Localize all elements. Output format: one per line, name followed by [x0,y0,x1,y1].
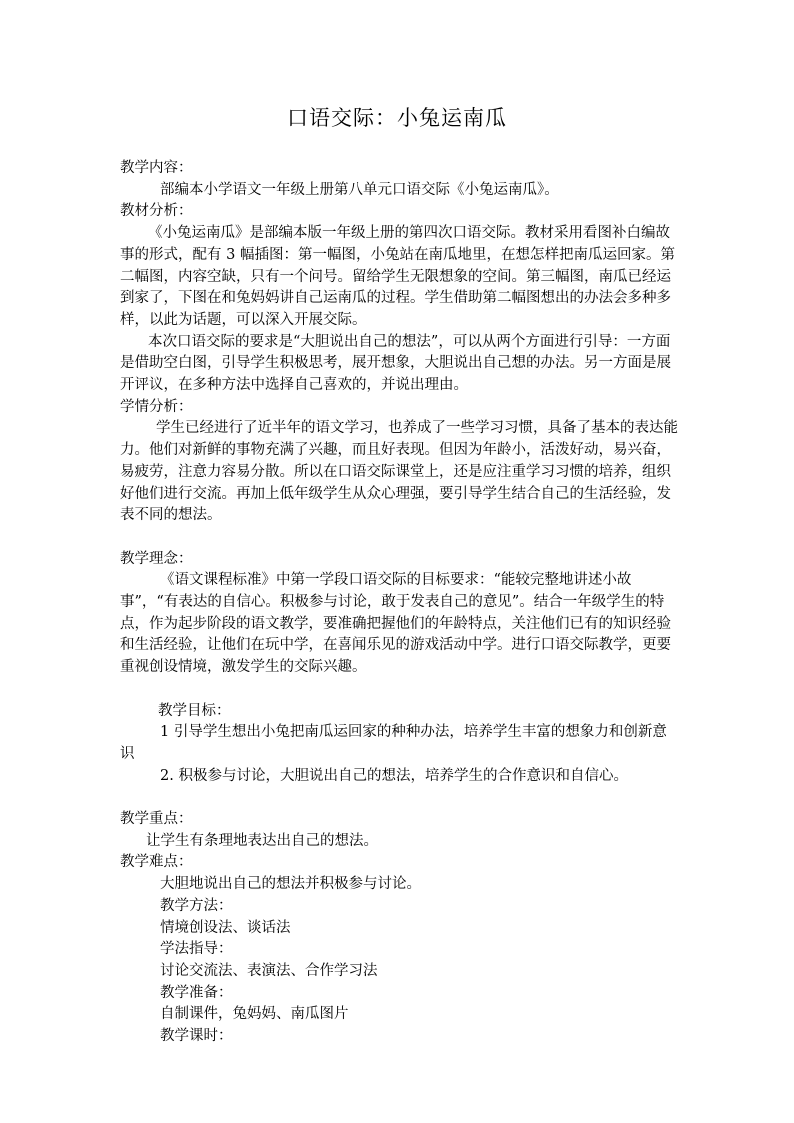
method-paragraph: 情境创设法、谈话法 [160,919,291,936]
blank-line [120,527,678,549]
idea-paragraph: 《语文课程标准》中第一学段口语交际的目标要求：“能较完整地讲述小故事”，“有表达的自信心。积极参与讨论，敢于发表自己的意见”。结合一年级学生的特点，作为起步阶段的语文教学，要准确把握他们的年龄特点，关注他们已有的知识经验和生活经验，让他们在玩中学，在喜闻乐见的游戏活动中学。进行口语交际教学，更要重视创设情境，激发学生的交际兴趣。 [120,572,671,676]
document-body [120,158,678,1048]
goal-item-1: 1 引导学生想出小兔把南瓜运回家的种种办法，培养学生丰富的想象力和创新意识 [120,724,667,762]
section-heading-content: 教学内容： [120,160,193,176]
content-paragraph: 部编本小学语文一年级上册第八单元口语交际《小兔运南瓜》。 [160,181,559,198]
blank-line [120,787,678,809]
section-heading-hours: 教学课时： [160,1028,233,1045]
section-heading-goal: 教学目标： [158,702,231,719]
material-paragraph-2: 本次口语交际的要求是“大胆说出自己的想法”，可以从两个方面进行引导：一方面是借助空白图，引导学生积极思考，展开想象，大胆说出自己想的办法。另一方面是展开评议，在多种方法中选择自己喜欢的，并说出理由。 [120,333,671,394]
section-heading-learner: 学情分析： [120,398,193,415]
goal-item-2: 2. 积极参与讨论，大胆说出自己的想法，培养学生的合作意识和自信心。 [160,767,628,784]
section-heading-key: 教学重点： [120,811,193,828]
material-paragraph-1: 《小兔运南瓜》是部编本版一年级上册的第四次口语交际。教材采用看图补白编故事的形式，配有 3 幅插图：第一幅图，小兔站在南瓜地里，在想怎样把南瓜运回家。第二幅图，内容空缺，只有一个问号。留给学生无限想象的空间。第三幅图，南瓜已经运到家了，下图在和兔妈妈讲自己运南瓜的过程。学生借助第二幅图想出的办法会多种多样，以此为话题，可以深入开展交际。 [120,225,675,328]
blank-line [120,679,678,701]
section-heading-method: 教学方法： [160,897,233,914]
section-heading-difficult: 教学难点： [120,854,193,871]
difficult-paragraph: 大胆地说出自己的想法并积极参与讨论。 [160,876,421,893]
section-heading-material: 教材分析： [120,203,193,220]
section-heading-study: 学法指导： [160,941,233,958]
prep-paragraph: 自制课件，兔妈妈、南瓜图片 [160,1006,349,1023]
learner-paragraph: 学生已经进行了近半年的语文学习，也养成了一些学习习惯，具备了基本的表达能力。他们对新鲜的事物充满了兴趣，而且好表现。但因为年龄小，活泼好动，易兴奋，易疲劳，注意力容易分散。所以在口语交际课堂上，还是应注重学习习惯的培养，组织好他们进行交流。再加上低年级学生从众心理强，要引导学生结合自己的生活经验，发表不同的想法。 [120,420,678,524]
section-heading-idea: 教学理念： [120,550,193,567]
key-paragraph: 让学生有条理地表达出自己的想法。 [146,832,378,849]
section-heading-prep: 教学准备： [160,984,233,1001]
study-paragraph: 讨论交流法、表演法、合作学习法 [160,962,378,979]
document-title: 口语交际：小兔运南瓜 [287,106,507,130]
